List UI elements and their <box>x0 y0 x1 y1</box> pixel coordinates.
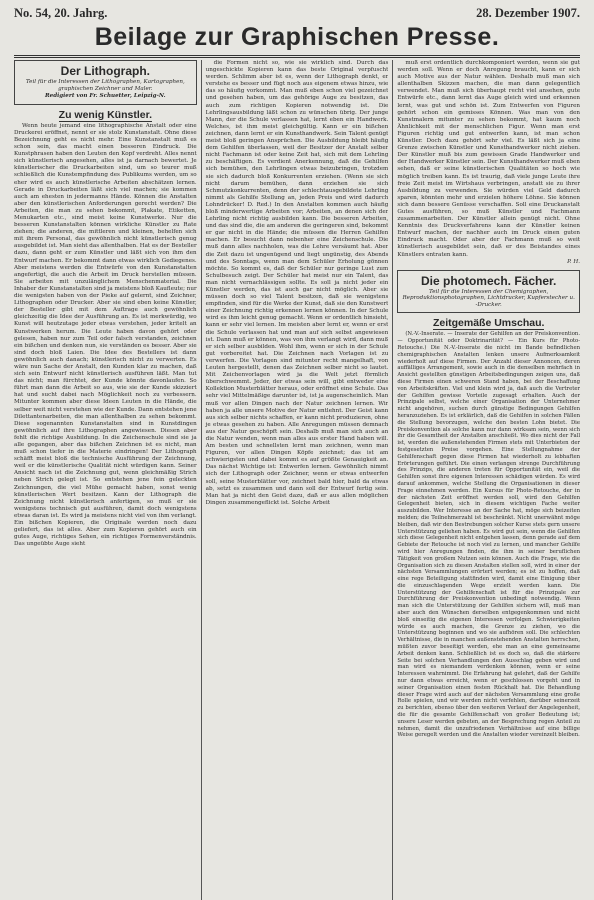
column-2 <box>201 60 389 900</box>
column-3 <box>392 60 580 900</box>
article-text-col2: die Formen nicht so, wie sie wirklich sind. Durch das ungeschickte Kopieren kann das beste Original verpfuscht werden. Schlimm aber ist es, wenn der Lithograph denkt, er verstehe es besser und fügt noch aus eigenem etwas hinzu, wie das so häufig vorkommt. Man muß eben schon viel gezeichnet und gesehen haben, um das gehörige Auge zu besitzen, das auch zum richtigen Kopieren notwendig ist. Die Lehrlingsausbildung läßt schon zu wünschen übrig. Der junge Mann, der die Schule verlassen hat, lernt eben ein Handwerk. Welches, ist ihm meist gleichgültig. Kann er ein bißchen zeichnen, dann lernt er ein Kunsthandwerk. Sein Talent genügt meist bloß geringen Ansprüchen. Die Ausbildung bleibt häufig dem Gehilfen überlassen, weil der Besitzer der Anstalt selber nicht Fachmann ist oder keine Zeit hat, sich mit dem Lehrling zu beschäftigen. Es verdient Anerkennung, daß die Gehilfen sich bemühen, den Lehrlingen etwas beizubringen, trotzdem sie sich dadurch bloß Konkurrenten erziehen. (Wenn sie sich nicht darum bemühen, dann erziehen sie sich Schmutzkonkurrenten, denn der schlechtausgebildete Lehrling nimmt als Gehilfe Stellung an, jeden Preis und wird dadurch Lohndrücker! D. Red.) In den Anstalten kommen auch häufig bloß minderwertige Arbeiten vor; Arbeiten, an denen sich der Lehrling nicht richtig ausbilden kann. Die besseren Arbeiten, und das sind die, die am anderen die geringeren sind, bekommt er gar nicht in die Hände; die müssen die Herren Gehilfen machen. Er besucht dann nebenher eine Zeichenschule. Die muß dann alles nachholen, was die Lehre versäumt hat. Aber die Zeit dazu ist ungenügend und liegt ungünstig, des Abends und des Sonntags, wenn man dem Schüler Erholung gönnen möchte. So kommt es, daß der Schüler nur geringe Lust zum Schulbesuch zeigt. Der Schüler hat meist nur ein Talent, das man nicht vernachlässigen sollte. Es soll ja nicht jeder ein Künstler werden, das ist auch gar nicht möglich. Aber sie müssen doch so viel Talent besitzen, daß sie wenigstens empfinden, sind für die Werke der Kunst, daß sie den Kunstwert einer Zeichnung richtig erkennen lernen können. In der Schule wird es ihm leicht genug gemacht. Wenn er ordentlich hinsieht, kann er sehr viel lernen. Im meisten aber lernt er, wenn er erst die Schule verlassen hat und man auf sich selbst angewiesen ist. Dann muß er können, was von ihm verlangt wird, dann muß er sich selber ausbilden. Wohl ihm, wenn er sich in der Schule gut vorbereitet hat. Die Zeichnen nach Vorlagen ist zu verwerfen. Die Vorlagen sind mitunter recht mangelhaft, von Leuten hergestellt, denen das Zeichnen selber nicht so lautet. Mit Zeichenvorlagen wird ja die Welt jetzt förmlich überschwemmt. Jeder, der etwas sein will, gibt entweder eine Kollektion Musterblätter heraus, oder eröffnet eine Schule. Das sehr viel Mittelmäßige darunter ist, ist ja augenscheinlich. Man muß vor allen Dingen nach der Natur zeichnen lernen. Wir haben ja alle unsere Motive der Natur entlehnt. Der Geist kann aus sich selber nichts schaffen, er kann nicht produzieren, ohne je etwas gesehen zu haben. Alle Anregungen müssen demnach aus der Natur geschöpft sein. Deshalb muß man sich auch an die Natur wenden, wenn man alles aus erster Hand haben will. Am besten und schnellsten lernt man zeichnen, wenn man Figuren, vor allen Dingen Köpfe zeichnet; das ist am schwierigsten und dabei kommt es auf größte Genauigkeit an. Das nächst Wichtige ist: Entwerfen lernen. Gewöhnlich nimmt sich der Lithograph oder Zeichner, wenn er etwas entwerfen soll, seine Musterblätter vor, zeichnet bald hier, bald da etwas ab, setzt es zusammen und dann soll der Entwurf fertig sein. Man hat ja nicht den Geist dazu, daß er aus allen möglichen Dingen zusammengeflickt ist. Solche Arbeit <box>205 60 389 506</box>
masthead-rule-2 <box>14 57 580 58</box>
lithograph-section-box <box>14 60 197 105</box>
article2-text: (N.-V.-Inserate. — Inserate der Gehilfen an der Preiskonvention. — Opportunität oder Doktrinarität? — Ein Kurs für Photo-Retouche.) Die N.-V.-Inserate die nicht im Bande befindlichen chemigraphischen Anstalten lenken unsere Aufmerksamkeit wiederholt auf diese Firmen. Der Anzahl dieser Annoncen, deren auffälliges Arrangement, sowie auch in die denselben mehrfach in Ansicht gestellten günstigen Arbeitsbedingungen zeigen uns, daß diese Firmen einen schweren Stand haben, bei der Beschaffung von Arbeitskräften. Viel und klein wird ja, daß auch die Vertreter der Gehilfen gewisse Vorteile zugesagt erhalten. Auch der Prinzipale selbst, welche einer Organisation der Unternehmer nicht angehören, suchen durch günstige Bedingungen Gehilfen heranzuziehen. Es ist erklärlich, daß die Gehilfen in solchen Fällen die Stellung bevorzugen, welche den besten Lohn bietet. Die Preiskonvention als solche kann nur dann wirksam sein, wenn sich ihr die Gesamtheit der Anstalten anschließt. Wo dies nicht der Fall ist, werden die außenstehenden Firmen stets mit Unterbieten der festgesetzten Preise vorgehen. Eine Stellungnahme der Gehilfenschaft gegen diese Firmen hat wiederholt zu lebhaften Erörterungen geführt. Die einen verlangen strenge Durchführung des Prinzips, die anderen treten für Opportunität ein, weil die Gehilfen sonst ihre eigenen Interessen schädigen würden. Es wird darauf ankommen, welche Stellung die Organisationen in dieser Frage einnehmen werden. Ein Kursus für Photo-Retouche, der in der nächsten Zeit eröffnet werden soll, wird den Gehilfen Gelegenheit bieten, sich in diesem wichtigen Fache weiter auszubilden. Wer Interesse an der Sache hat, möge sich beizeiten melden; die Teilnehmerzahl ist beschränkt. Nicht unerwähnt möge bleiben, daß wir den Bestrebungen solcher Kurse stets gern unsere Unterstützung geliehen haben. Es wird gut sein, wenn die Gehilfen sich diese Gelegenheit nicht entgehen lassen, denn gerade auf dem Gebiete der Retouche ist noch viel zu lernen, und mancher Gehilfe wird hier Anregungen finden, die ihm in seiner beruflichen Tätigkeit von großem Nutzen sein können. Auch die Frage, wie die Organisation sich zu diesen Anstalten stellen soll, wird in einer der nächsten Versammlungen erörtert werden; es ist zu hoffen, daß eine rege Beteiligung stattfinden wird, damit eine Einigung über die einzuschlagenden Wege erzielt werden kann. Die Unterstützung der Gehilfenschaft ist für die Prinzipale zur Durchführung der Preiskonvention unbedingt notwendig. Wenn man sich die Unterstützung der Gehilfen sichern will, muß man aber auch den Wünschen derselben entgegenkommen und nicht bloß einseitig die eigenen Interessen verfolgen. Schwierigkeiten würde es auch machen, die Grenze zu ziehen, wo die Unterstützung beginnen und wo sie aufhören soll. Die schlechten Verhältnisse, die in manchen außenstehenden Anstalten herrschen, müßten zuvor beseitigt werden, ehe man an eine gemeinsame Arbeit denken kann. Schließlich ist es doch so, daß die stärkere Seite bei solchen Verhandlungen den Ausschlag geben wird und man wird es niemandem verdenken können, wenn er seine Interessen wahrnimmt. Die Erfahrung hat gelehrt, daß der Gehilfe nur dann etwas erreicht, wenn er geschlossen vorgeht und in seiner Organisation einen festen Rückhalt hat. Die Behandlung dieser Frage wird auch auf der nächsten Versammlung eine große Rolle spielen, und wir werden nicht verfehlen, darüber seinerzeit zu berichten, ebenso über den weiteren Verlauf der Angelegenheit, die für die gesamte Gehilfenschaft von großer Bedeutung ist; unsere Leser werden gebeten, an der Besprechung regen Anteil zu nehmen, damit die unzufriedenen Verhältnisse auf eine billige Weise geregelt werden und die Anstalten wieder vereinzelt bleiben. <box>397 331 580 739</box>
article-title-text: Zu wenig Künstler. <box>58 108 152 121</box>
issue-number: No. 54, 20. Jahrg. <box>14 6 108 20</box>
article-title <box>14 109 197 121</box>
masthead-title: Beilage zur Graphischen Presse. <box>94 23 500 51</box>
section-subtitle-photomech: Teil für die Interessen der Chemigraphen, Reproduktionsphotographen, Lichtdrucker, Kupferstecher u. -Drucker. <box>402 288 575 308</box>
section-subtitle: Teil für die Interessen der Lithographen, Kartographen, graphischen Zeichner und Maler. <box>25 79 185 92</box>
columns <box>14 60 580 900</box>
article-text-col3: muß erst ordentlich durchkomponiert werden, wenn sie gut werden soll. Wenn er doch Anregung braucht, kann er sich auch Motive aus der Natur wählen. Deshalb muß man sich allenthalben Skizzen machen, die man dann gelegentlich verwendet. Man muß sich überhaupt recht viel ansehen, gute Entwürfe etc., dann lernt das Auge gleich wird und erkennen lernt, was gut und schön ist. Zum Entwerfen von Figuren gehört schon ein gemisses Können. Was man von den Kunstmalern mitunter zu sehen bekommt, hat kaum noch Ähnlichkeit mit der menschlichen Figur. Wenn man erst Figuren richtig und gut entwerfen kann, ist man schon Künstler. Doch dazu gehört sehr viel. Es läßt sich ja eine Grenze zwischen Künstler und Kunsthandwerker nicht ziehen. Der Künstler muß bis zum gewissen Grade Handwerker und der Handwerker Künstler sein. Der Kunsthandwerker muß eben sehen, daß er seine künstlerischen Qualitäten so hoch wie möglich treiben kann. Es ist traurig, daß viele junge Leute ihre freie Zeit meist im Wirtshaus verbringen, anstatt sie zu ihrer Ausbildung zu verwenden. Sie würden viel Geld dadurch sparen, könnten mehr und erzielen höhere Löhne. Sie können sich dann bessere Genüsse verschaffen. Soll eine Druckanstalt Gutes ausführen, so muß Künstler und Fachmann zusammenarbeiten. Der Künstler allein genügt nicht. Ohne Kenntnis des Druckverfahrens kann der Künstler keinen Entwurf machen, der nachher auch im Druck einen guten Eindruck macht. Oder aber der Fachmann muß so weit künstlerisch ausgebildet sein, daß er des Beistandes eines Künstlers entraten kann. <box>397 60 580 258</box>
section-editor: Redigiert von Fr. Schuetter, Leipzig-N. <box>45 93 166 100</box>
photomech-section-box <box>397 270 580 314</box>
article-signature: P. H. <box>567 258 580 265</box>
section-title-photomech: Die photomech. Fächer. <box>420 273 557 288</box>
section-title: Der Lithograph. <box>60 64 150 78</box>
header-line <box>14 6 580 22</box>
article2-title-text: Zeitgemäße Umschau. <box>432 317 545 330</box>
masthead-rule <box>14 55 580 56</box>
column-1 <box>14 60 197 900</box>
article2-title <box>397 317 580 329</box>
issue-date: 28. Dezember 1907. <box>476 6 580 20</box>
article-text-col1: Wenn heute jemand eine lithographische Anstalt oder eine Druckerei eröffnet, nennt er sie stolz Kunstanstalt. Ohne diese Bezeichnung geht es nicht mehr. Eine Kunstanstalt muß es schon sein, das macht einen besseren Eindruck. Die Kunstphrasen haben den Leuten den Kopf verdreht. Alles nennt sich künstlerisch angesehen, alles ist ja darnach bewertet. Je künstlerischer die Druckarbeiten sind, um so teurer muß schließlich die Kunstempfindung des Publikums werden, um so eher wird es auch künstlerische Arbeiten abschätzen lernen. Gerade in Druckarbeiten läßt sich viel machen; sie kommen auch am ehesten in jedermanns Hände. Können die Anstalten aber den künstlerischen Anforderungen gerecht werden? Die Arbeiten, die man zu sehen bekommt, Plakate, Etiketten, Menukarten etc., sind meist keine Kunstwerke. Nur die besseren Kunstanstalten können wirkliche Künstler zu Rate ziehen; die anderen, die mittleren und kleinen, behelfen sich mit ihrem Personal, das gewöhnlich nicht künstlerisch genug ausgebildet ist. Man sieht das allenthalben. Hat es der Besteller dazu, dann geht er zum Künstler und läßt sich von ihm den Entwurf machen. Er bekommt dann etwas wirklich Gediegenes. Aber meistens werden die Entwürfe von den Kunstanstalten angefertigt, die auch die Arbeit im Druck herstellen müssen. Sie arbeiten mit unzulänglichem Menschenmaterial. Die Inhaber der Kunstanstalten sind ja meistens bloß Kaufleute; nur die wenigsten haben von der Pieke auf gelernt, sind Zeichner, Lithographen oder Drucker. Aber sie sind eben keine Künstler, der Besteller gibt mit dem Auftrage auch gewöhnlich gleichzeitig die Idee der Ausführung an. Es ist merkwürdig, wo Kunst will heutzutage jeder etwas verstehen, jeder kritelt an Kunstwerken herum. Die Leute haben davon gehört oder gelesen, haben nur zum Teil oder falsch verstanden, zeichnen ein bißchen und denken nun, sie verständen es besser. Aber sie sind doch bloß Laien. Die Idee des Bestellers ist dann gewöhnlich auch danach; künstlerisch nicht zu verwerten. Es wäre nun Sache der Anstalt, den Kunden klar zu machen, daß sich sein Entwurf nicht künstlerisch ausführen läßt. Man tut das nicht; man fürchtet, der Kunde könnte davonlaufen. So führt man dann die Arbeit so aus, wie sie der Kunde skizziert hat und sucht dabei nach Möglichkeit noch zu verbessern. Mitunter kommen aber diese Ideen Leuten in die Hände, die selber weit nicht verstehen wie der Kunde. Dann entstehen jene Dilettantenarbeiten, die man allenthalben zu sehen bekommt. Diese sogenannten Kunstanstalten sind in Kunstdingen gewöhnlich auf ihre Lithographen angewiesen. Diesen aber fehlt die richtige Ausbildung. In die Zeichenschule sind sie ja alle gegangen, aber das bißchen Zeichnen ist es nicht, man muß schon tiefer in die Materie eindringen! Der Lithograph schäfft meist bloß die technische Ausführung der Zeichnung, weil er die künstlerische Qualität nicht würdigen kann. Seiner Ansicht nach ist die Zeichnung gut, wenn gleichmäßig Strich neben Strich gelegt ist. So entstehen jene fein geleckten Zeichnungen, die viel Mühe gemacht haben, sonst wenig künstlerischen Wert besitzen. Kann der Lithograph die Zeichnung nicht künstlerisch anfertigen, so muß er sie wenigstens technisch gut ausführen, damit doch wenigstens etwas daran ist. Es wird ja meistens nicht viel von ihm verlangt. Ein bißchen Kopieren, die Originale werden noch dazu geliefert, das ist alles. Aber zum Kopieren gehört auch ein gutes Auge, richtiges Sehen, ein richtiges Formenverständnis. Das ungeübte Auge sieht <box>14 122 197 548</box>
